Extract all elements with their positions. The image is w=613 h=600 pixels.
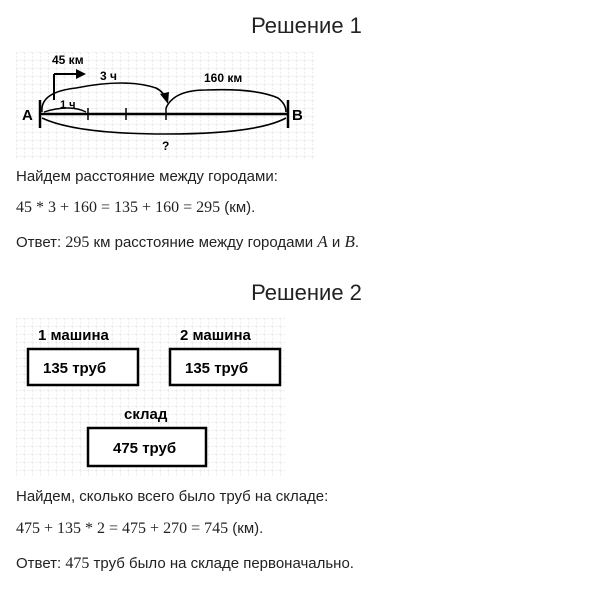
label-point-a: A: [22, 107, 33, 124]
answer-and: и: [327, 234, 345, 251]
answer-end: .: [354, 234, 360, 251]
route-diagram: [16, 52, 316, 160]
answer-city-b: B: [344, 232, 355, 251]
car1-label: 1 машина: [38, 327, 109, 344]
label-question: ?: [162, 139, 170, 153]
formula-expression: 475 + 135 * 2 = 475 + 270 = 745: [16, 520, 229, 537]
label-3-hours: 3 ч: [100, 69, 117, 83]
solution2-formula: [16, 520, 263, 538]
car2-box-label: 135 труб: [185, 360, 249, 377]
formula-unit: (км).: [228, 520, 264, 537]
solution1-title: Решение 1: [251, 13, 362, 38]
solution1-formula: [16, 199, 255, 217]
answer-city-a: A: [317, 232, 328, 251]
label-160-km: 160 км: [204, 71, 243, 85]
store-box-label: 475 труб: [113, 440, 177, 457]
answer-prefix: Ответ:: [16, 234, 66, 251]
solution1-text: Найдем расстояние между городами:: [16, 168, 278, 185]
answer-text: км расстояние между городами: [89, 234, 318, 251]
solution2-title: Решение 2: [251, 280, 362, 305]
label-speed: 45 км: [52, 53, 84, 67]
answer-text: труб было на складе первоначально.: [89, 555, 354, 572]
label-1-hour: 1 ч: [60, 99, 76, 111]
car2-label: 2 машина: [180, 327, 251, 344]
car1-box-label: 135 труб: [43, 360, 107, 377]
answer-prefix: Ответ:: [16, 555, 66, 572]
formula-expression: 45 * 3 + 160 = 135 + 160 = 295: [16, 199, 221, 216]
formula-unit: (км).: [220, 199, 256, 216]
answer-value: 295: [65, 234, 90, 251]
solution1-answer: [16, 232, 359, 252]
solution2-text: Найдем, сколько всего было труб на складе:: [16, 488, 329, 505]
solution2-answer: [16, 555, 354, 573]
label-point-b: B: [292, 107, 303, 124]
pipes-diagram: [16, 318, 286, 476]
answer-value: 475: [65, 555, 90, 572]
store-label: склад: [124, 406, 168, 423]
